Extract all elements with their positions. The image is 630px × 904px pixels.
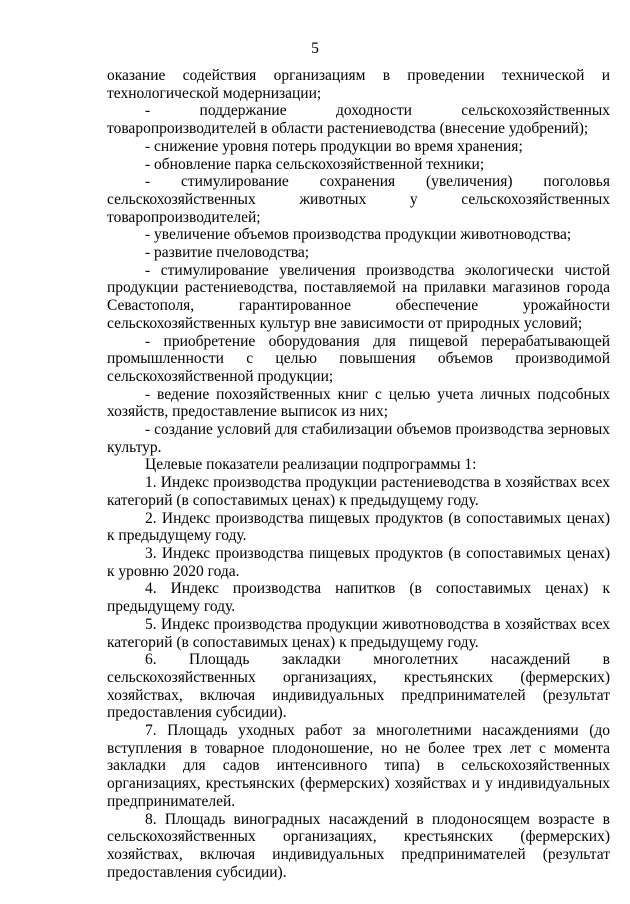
- paragraph: 4. Индекс производства напитков (в сопоставимых ценах) к предыдущему году.: [107, 580, 610, 616]
- paragraph: 6. Площадь закладки многолетних насаждений в сельскохозяйственных организациях, крестьянских (фермерских) хозяйствах, включая индивидуальных предпринимателей (результат предоставления субсидии).: [107, 651, 610, 722]
- paragraph: - снижение уровня потерь продукции во время хранения;: [145, 137, 523, 155]
- paragraph: 7. Площадь уходных работ за многолетними насаждениями (до вступления в товарное плодоношение, но не более трех лет с момента закладки для садов интенсивного типа) в сельскохозяйственных организациях, крестьянских (фермерских) хозяйствах и у индивидуальных предпринимателей.: [107, 722, 610, 810]
- document-body: [107, 67, 610, 881]
- paragraph: - стимулирование увеличения производства экологически чистой продукции растениеводства, поставляемой на прилавки магазинов города Севастополя, гарантированное обеспечение урожайности сельскохозяйственных культур вне зависимости от природных условий;: [107, 261, 610, 332]
- paragraph: 3. Индекс производства пищевых продуктов (в сопоставимых ценах) к уровню 2020 года.: [107, 544, 610, 580]
- paragraph: - обновление парка сельскохозяйственной техники;: [145, 155, 485, 173]
- paragraph: - поддержание доходности сельскохозяйственных товаропроизводителей в области растениеводства (внесение удобрений);: [107, 102, 610, 138]
- paragraph: - развитие пчеловодства;: [145, 244, 310, 262]
- paragraph: 8. Площадь виноградных насаждений в плодоносящем возрасте в сельскохозяйственных организациях, крестьянских (фермерских) хозяйствах, включая индивидуальных предпринимателей (результат предоставления субсидии).: [107, 810, 610, 881]
- paragraph: оказание содействия организациям в проведении технической и технологической модернизации;: [107, 67, 610, 102]
- paragraph: 5. Индекс производства продукции животноводства в хозяйствах всех категорий (в сопоставимых ценах) к предыдущему году.: [107, 615, 610, 651]
- paragraph: - ведение похозяйственных книг с целью учета личных подсобных хозяйств, предоставление выписок из них;: [107, 385, 610, 421]
- paragraph: - увеличение объемов производства продукции животноводства;: [145, 226, 572, 244]
- paragraph: 1. Индекс производства продукции растениеводства в хозяйствах всех категорий (в сопоставимых ценах) к предыдущему году.: [107, 474, 610, 509]
- paragraph: - создание условий для стабилизации объемов производства зерновых культур.: [107, 421, 610, 456]
- paragraph: Целевые показатели реализации подпрограммы 1:: [145, 456, 477, 474]
- paragraph: 2. Индекс производства пищевых продуктов (в сопоставимых ценах) к предыдущему году.: [107, 509, 610, 545]
- page-number: 5: [311, 40, 319, 57]
- paragraph: - приобретение оборудования для пищевой перерабатывающей промышленности с целью повышения объемов производимой сельскохозяйственной продукции;: [107, 332, 610, 385]
- paragraph: - стимулирование сохранения (увеличения) поголовья сельскохозяйственных животных у сельскохозяйственных товаропроизводителей;: [107, 173, 610, 226]
